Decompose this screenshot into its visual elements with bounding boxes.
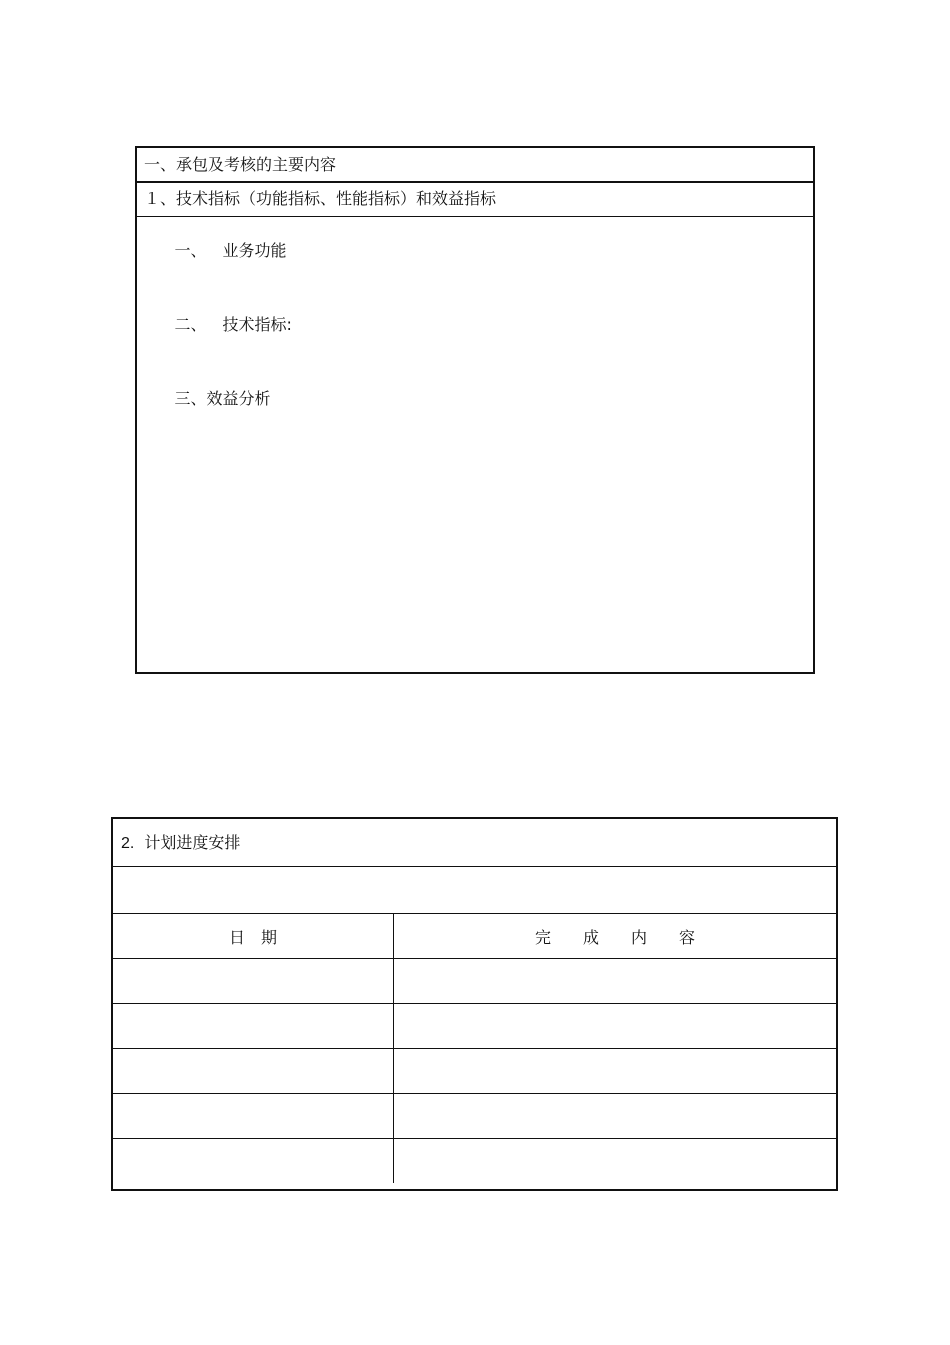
content-cell[interactable] [394, 959, 837, 1004]
item-number: 二、 [174, 315, 207, 334]
item-benefit-analysis [144, 369, 271, 429]
schedule-title [113, 819, 836, 867]
section-title: 一、承包及考核的主要内容 [137, 148, 813, 183]
schedule-grid [113, 914, 836, 1183]
assessment-content-body[interactable] [137, 217, 813, 672]
content-cell[interactable] [394, 1139, 837, 1184]
item-label: 效益分析 [206, 389, 271, 408]
section-subtitle: １、技术指标（功能指标、性能指标）和效益指标 [137, 183, 813, 217]
item-label: 技术指标: [222, 315, 292, 334]
schedule-title-number: 2. [121, 835, 135, 852]
content-cell[interactable] [394, 1004, 837, 1049]
date-cell[interactable] [113, 959, 394, 1004]
date-cell[interactable] [113, 1049, 394, 1094]
column-header-content: 完 成 内 容 [394, 914, 837, 959]
table-header-row [113, 914, 836, 959]
content-cell[interactable] [394, 1049, 837, 1094]
item-business-function [144, 221, 287, 281]
table-row [113, 1049, 836, 1094]
schedule-table [111, 817, 838, 1191]
schedule-title-text: 计划进度安排 [144, 833, 241, 852]
date-cell[interactable] [113, 1004, 394, 1049]
schedule-blank-row[interactable] [113, 867, 836, 914]
item-technical-indicators [144, 295, 292, 355]
item-number: 一、 [174, 241, 207, 260]
table-row [113, 1094, 836, 1139]
item-label: 业务功能 [222, 241, 287, 260]
table-row [113, 959, 836, 1004]
table-row [113, 1004, 836, 1049]
column-header-date: 日 期 [113, 914, 394, 959]
item-number: 三、 [174, 389, 207, 408]
date-cell[interactable] [113, 1139, 394, 1184]
date-cell[interactable] [113, 1094, 394, 1139]
content-cell[interactable] [394, 1094, 837, 1139]
assessment-content-table [135, 146, 815, 674]
table-row [113, 1139, 836, 1184]
